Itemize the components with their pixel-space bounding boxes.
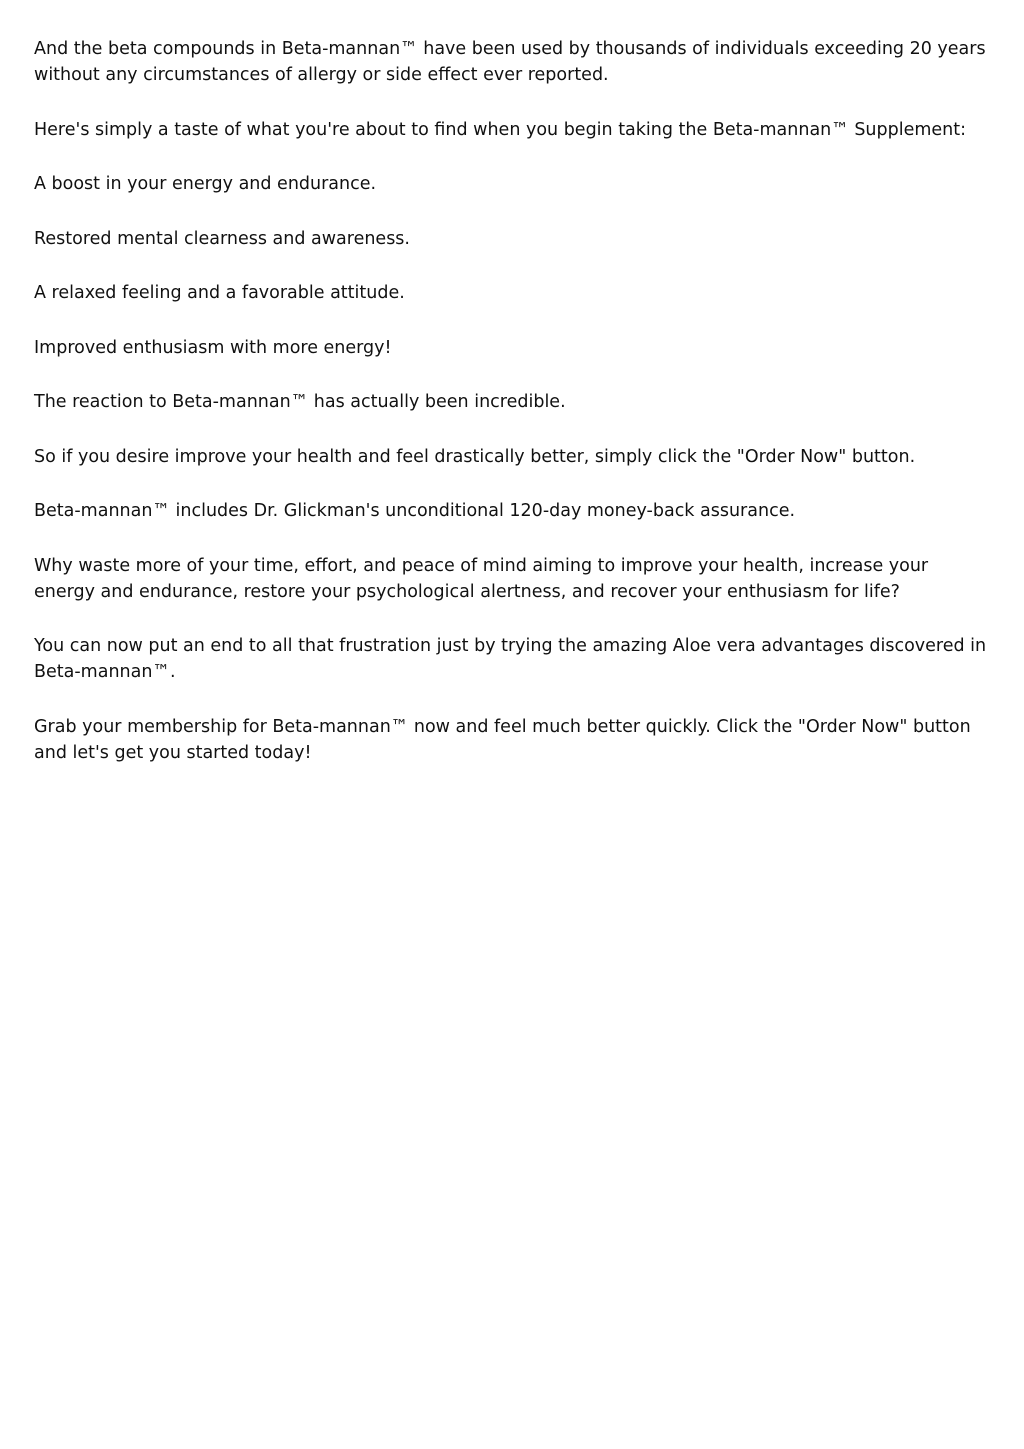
benefit-energy: A boost in your energy and endurance. [34,174,377,194]
benefit-enthusiasm: Improved enthusiasm with more energy! [34,337,392,358]
paragraph-order-call: So if you desire improve your health and feel drastically better, simply click the "Order Now" button. [34,446,916,467]
paragraph-why-waste: Why waste more of your time, effort, and peace of mind aiming to improve your health, increase your energy and endurance, restore your psychological alertness, and recover your enthusiasm for life? [34,555,929,602]
paragraph-grab-membership: Grab your membership for Beta-mannan™ now and feel much better quickly. Click the "Order Now" button and let's get you started today! [34,716,971,763]
paragraph-safety: And the beta compounds in Beta-mannan™ have been used by thousands of individuals exceeding 20 years without any circumstances of allergy or side effect ever reported. [34,39,986,85]
benefit-relaxed-feeling: A relaxed feeling and a favorable attitude. [34,283,405,303]
document-page [34,36,994,794]
benefit-mental-clearness: Restored mental clearness and awareness. [34,228,410,249]
paragraph-reaction: The reaction to Beta-mannan™ has actually been incredible. [34,392,566,412]
paragraph-taste-intro: Here's simply a taste of what you're about to find when you begin taking the Beta-mannan™ Supplement: [34,119,967,140]
paragraph-guarantee: Beta-mannan™ includes Dr. Glickman's unconditional 120-day money-back assurance. [34,501,796,521]
paragraph-end-frustration: You can now put an end to all that frustration just by trying the amazing Aloe vera advantages discovered in Beta-mannan™. [34,636,987,682]
